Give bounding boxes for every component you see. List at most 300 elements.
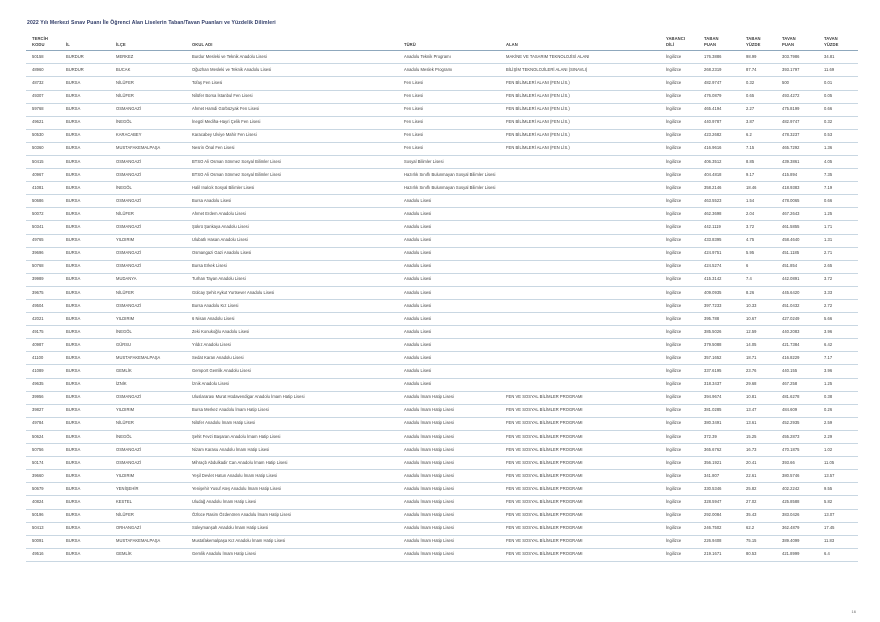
cell-il: BURSA — [64, 247, 114, 260]
cell-tur: Fen Lisesi — [402, 103, 504, 116]
cell-tur: Fen Lisesi — [402, 77, 504, 90]
cell-vp: 467.2643 — [780, 208, 822, 221]
cell-tp: 292.0084 — [702, 509, 744, 522]
table-row — [26, 300, 858, 313]
cell-tyz: 13.47 — [744, 404, 780, 417]
cell-kod: 50415 — [26, 155, 64, 168]
table-row — [26, 155, 858, 168]
cell-il: BURSA — [64, 470, 114, 483]
cell-tyz: 22.61 — [744, 470, 780, 483]
cell-dil: İngilizce — [664, 286, 702, 299]
table-row — [26, 195, 858, 208]
cell-okul: Nilüfer Borsa İstanbul Fen Lisesi — [190, 90, 402, 103]
cell-alan: FEN BİLİMLERİ ALANI (FEN LİS.) — [504, 129, 664, 142]
cell-il: BURSA — [64, 286, 114, 299]
cell-alan: FEN VE SOSYAL BİLİMLER PROGRAMI — [504, 509, 664, 522]
cell-tur: Anadolu Lisesi — [402, 208, 504, 221]
cell-kod: 49175 — [26, 326, 64, 339]
header-line-1: ALAN — [506, 41, 518, 47]
cell-tyz: 35.43 — [744, 509, 780, 522]
cell-tur: Anadolu Lisesi — [402, 221, 504, 234]
header-line-1: TAVAN — [782, 36, 796, 41]
cell-tyz: 80.53 — [744, 548, 780, 561]
cell-okul: Nizam Karasu Anadolu İmam Hatip Lisesi — [190, 444, 402, 457]
cell-tur: Anadolu Lisesi — [402, 260, 504, 273]
cell-tyz: 62.2 — [744, 522, 780, 535]
cell-alan: FEN VE SOSYAL BİLİMLER PROGRAMI — [504, 483, 664, 496]
cell-tp: 176.3886 — [702, 51, 744, 64]
cell-alan — [504, 313, 664, 326]
cell-ilce: GÜRSU — [114, 339, 190, 352]
cell-kod: 50624 — [26, 430, 64, 443]
cell-tp: 246.7502 — [702, 522, 744, 535]
cell-il: BURSA — [64, 313, 114, 326]
cell-vyz: 11.69 — [822, 64, 858, 77]
cell-ilce: NİLÜFER — [114, 417, 190, 430]
table-row — [26, 522, 858, 535]
cell-ilce: OSMANGAZİ — [114, 103, 190, 116]
cell-il: BURSA — [64, 365, 114, 378]
cell-alan: FEN VE SOSYAL BİLİMLER PROGRAMI — [504, 548, 664, 561]
table-row — [26, 77, 858, 90]
cell-vyz: 3.72 — [822, 273, 858, 286]
cell-il: BURSA — [64, 142, 114, 155]
header-line-1: YABANCI — [666, 36, 686, 41]
cell-tp: 433.8395 — [702, 234, 744, 247]
cell-tyz: 20.41 — [744, 457, 780, 470]
cell-tyz: 6 — [744, 260, 780, 273]
cell-vp: 442.0891 — [780, 273, 822, 286]
cell-kod: 39660 — [26, 470, 64, 483]
table-row — [26, 208, 858, 221]
cell-kod: 59768 — [26, 103, 64, 116]
cell-vp: 451.0432 — [780, 300, 822, 313]
cell-tyz: 98.99 — [744, 51, 780, 64]
cell-tp: 268.2319 — [702, 64, 744, 77]
cell-tur: Anadolu İmam Hatip Lisesi — [402, 417, 504, 430]
cell-vyz: 4.05 — [822, 155, 858, 168]
table-row — [26, 286, 858, 299]
cell-tp: 381.0285 — [702, 404, 744, 417]
cell-ilce: YILDIRIM — [114, 234, 190, 247]
cell-dil: İngilizce — [664, 417, 702, 430]
table-row — [26, 103, 858, 116]
cell-vyz: 13.07 — [822, 509, 858, 522]
cell-vyz: 7.19 — [822, 182, 858, 195]
cell-vp: 383.0426 — [780, 509, 822, 522]
cell-okul: Gülcay Şehit Aykut Yurtsever Anadolu Lisesi — [190, 286, 402, 299]
cell-tyz: 16.73 — [744, 444, 780, 457]
cell-okul: Turhan Tayan Anadolu Lisesi — [190, 273, 402, 286]
cell-kod: 39989 — [26, 273, 64, 286]
cell-tur: Anadolu İmam Hatip Lisesi — [402, 483, 504, 496]
cell-vp: 478.3237 — [780, 129, 822, 142]
cell-tur: Anadolu İmam Hatip Lisesi — [402, 548, 504, 561]
table-row — [26, 260, 858, 273]
cell-vyz: 34.81 — [822, 51, 858, 64]
cell-ilce: NİLÜFER — [114, 286, 190, 299]
cell-dil: İngilizce — [664, 234, 702, 247]
cell-vp: 439.3861 — [780, 155, 822, 168]
header-line-2: PUAN — [704, 41, 717, 47]
cell-alan: FEN VE SOSYAL BİLİMLER PROGRAMI — [504, 391, 664, 404]
cell-ilce: OSMANGAZİ — [114, 457, 190, 470]
cell-il: BURSA — [64, 535, 114, 548]
cell-kod: 50530 — [26, 129, 64, 142]
cell-vyz: 0.66 — [822, 195, 858, 208]
cell-vyz: 3.96 — [822, 365, 858, 378]
cell-ilce: YILDIRIM — [114, 313, 190, 326]
cell-vyz: 0.53 — [822, 129, 858, 142]
cell-okul: Ahmet Hamdi Gürbüzyak Fen Lisesi — [190, 103, 402, 116]
header-line-2: YÜZDE — [746, 41, 761, 47]
cell-il: BURSA — [64, 496, 114, 509]
column-header-taban-puan — [702, 36, 744, 51]
cell-vp: 461.5855 — [780, 221, 822, 234]
cell-ilce: NİLÜFER — [114, 77, 190, 90]
cell-tyz: 18.46 — [744, 182, 780, 195]
cell-tur: Anadolu İmam Hatip Lisesi — [402, 496, 504, 509]
cell-tur: Anadolu Lisesi — [402, 339, 504, 352]
cell-vyz: 2.59 — [822, 417, 858, 430]
cell-vyz: 9.55 — [822, 483, 858, 496]
cell-dil: İngilizce — [664, 142, 702, 155]
cell-tp: 365.6762 — [702, 444, 744, 457]
cell-tp: 226.9408 — [702, 535, 744, 548]
table-row — [26, 142, 858, 155]
cell-dil: İngilizce — [664, 548, 702, 561]
cell-dil: İngilizce — [664, 483, 702, 496]
cell-il: BURDUR — [64, 51, 114, 64]
cell-il: BURSA — [64, 378, 114, 391]
header-line-2: YÜZDE — [824, 41, 839, 47]
cell-okul: Nilüfer Anadolu İmam Hatip Lisesi — [190, 417, 402, 430]
cell-vp: 465.7292 — [780, 142, 822, 155]
cell-kod: 39696 — [26, 247, 64, 260]
cell-vyz: 3.33 — [822, 286, 858, 299]
cell-tp: 416.9616 — [702, 142, 744, 155]
cell-alan — [504, 378, 664, 391]
cell-kod: 49784 — [26, 417, 64, 430]
cell-tur: Anadolu İmam Hatip Lisesi — [402, 444, 504, 457]
cell-tur: Fen Lisesi — [402, 90, 504, 103]
cell-tur: Sosyal Bilimler Lisesi — [402, 155, 504, 168]
cell-alan: FEN VE SOSYAL BİLİMLER PROGRAMI — [504, 522, 664, 535]
cell-dil: İngilizce — [664, 273, 702, 286]
cell-kod: 48960 — [26, 64, 64, 77]
table-row — [26, 129, 858, 142]
cell-tp: 397.7233 — [702, 300, 744, 313]
cell-alan — [504, 365, 664, 378]
cell-tur: Anadolu İmam Hatip Lisesi — [402, 522, 504, 535]
column-header-ilce — [114, 36, 190, 51]
table-row — [26, 391, 858, 404]
cell-tur: Anadolu İmam Hatip Lisesi — [402, 535, 504, 548]
cell-ilce: OSMANGAZİ — [114, 391, 190, 404]
header-line-2: PUAN — [782, 41, 795, 47]
cell-tyz: 0.32 — [744, 77, 780, 90]
cell-vyz: 11.83 — [822, 535, 858, 548]
cell-il: BURSA — [64, 430, 114, 443]
header-line-1: TABAN — [704, 36, 719, 41]
cell-tyz: 1.54 — [744, 195, 780, 208]
cell-il: BURSA — [64, 260, 114, 273]
cell-tyz: 10.33 — [744, 300, 780, 313]
cell-ilce: YENİŞEHİR — [114, 483, 190, 496]
column-header-taban-yuzde — [744, 36, 780, 51]
cell-vp: 458.4640 — [780, 234, 822, 247]
cell-alan — [504, 247, 664, 260]
cell-tur: Anadolu Lisesi — [402, 313, 504, 326]
cell-vyz: 5.82 — [822, 496, 858, 509]
table-body — [26, 51, 858, 562]
cell-tp: 404.4818 — [702, 169, 744, 182]
cell-kod: 41081 — [26, 182, 64, 195]
cell-tp: 385.5026 — [702, 326, 744, 339]
cell-ilce: OSMANGAZİ — [114, 169, 190, 182]
cell-kod: 50341 — [26, 221, 64, 234]
cell-vp: 402.2242 — [780, 483, 822, 496]
cell-tur: Anadolu İmam Hatip Lisesi — [402, 509, 504, 522]
cell-kod: 50196 — [26, 509, 64, 522]
cell-ilce: OSMANGAZİ — [114, 195, 190, 208]
cell-alan — [504, 221, 664, 234]
cell-alan — [504, 273, 664, 286]
cell-tp: 219.1671 — [702, 548, 744, 561]
cell-ilce: KESTEL — [114, 496, 190, 509]
cell-kod: 50686 — [26, 195, 64, 208]
cell-dil: İngilizce — [664, 103, 702, 116]
cell-tyz: 7.15 — [744, 142, 780, 155]
cell-alan — [504, 155, 664, 168]
cell-alan: FEN VE SOSYAL BİLİMLER PROGRAMI — [504, 417, 664, 430]
cell-ilce: OSMANGAZİ — [114, 444, 190, 457]
cell-tyz: 2.04 — [744, 208, 780, 221]
cell-kod: 40987 — [26, 339, 64, 352]
cell-tur: Hazırlık Sınıflı Bulunmayan Sosyal Bilimler Lisesi — [402, 182, 504, 195]
cell-dil: İngilizce — [664, 404, 702, 417]
cell-tur: Anadolu İmam Hatip Lisesi — [402, 457, 504, 470]
cell-vp: 445.6420 — [780, 286, 822, 299]
cell-okul: Osmangazi Gazi Anadolu Lisesi — [190, 247, 402, 260]
cell-tyz: 14.05 — [744, 339, 780, 352]
cell-vp: 389.4099 — [780, 535, 822, 548]
cell-tp: 328.5947 — [702, 496, 744, 509]
cell-okul: Zeki Konukoğlu Anadolu Lisesi — [190, 326, 402, 339]
cell-vp: 425.8588 — [780, 496, 822, 509]
cell-ilce: YILDIRIM — [114, 404, 190, 417]
cell-vp: 440.155 — [780, 365, 822, 378]
column-header-tavan-puan — [780, 36, 822, 51]
header-line-1: OKUL ADI — [192, 41, 213, 47]
cell-kod: 40824 — [26, 496, 64, 509]
cell-ilce: MUSTAFAKEMALPAŞA — [114, 535, 190, 548]
cell-vp: 455.2873 — [780, 430, 822, 443]
cell-tp: 409.0935 — [702, 286, 744, 299]
cell-tur: Fen Lisesi — [402, 116, 504, 129]
cell-tp: 372.39 — [702, 430, 744, 443]
cell-alan: FEN BİLİMLERİ ALANI (FEN LİS.) — [504, 142, 664, 155]
table-row — [26, 90, 858, 103]
cell-il: BURSA — [64, 300, 114, 313]
cell-alan — [504, 169, 664, 182]
cell-ilce: ORHANGAZİ — [114, 522, 190, 535]
cell-vp: 467.258 — [780, 378, 822, 391]
cell-dil: İngilizce — [664, 496, 702, 509]
cell-kod: 41100 — [26, 352, 64, 365]
cell-dil: İngilizce — [664, 77, 702, 90]
cell-tyz: 3.72 — [744, 221, 780, 234]
cell-vp: 493.4272 — [780, 90, 822, 103]
table-row — [26, 247, 858, 260]
table-row — [26, 444, 858, 457]
cell-tyz: 25.82 — [744, 483, 780, 496]
cell-alan — [504, 352, 664, 365]
cell-kod: 50174 — [26, 457, 64, 470]
cell-vyz: 1.02 — [822, 444, 858, 457]
cell-tyz: 3.87 — [744, 116, 780, 129]
cell-vyz: 2.72 — [822, 300, 858, 313]
cell-okul: Yenişehir Yusuf Ateş Anadolu İmam Hatip Lisesi — [190, 483, 402, 496]
cell-vp: 303.7986 — [780, 51, 822, 64]
table-row — [26, 430, 858, 443]
cell-vyz: 11.05 — [822, 457, 858, 470]
cell-tyz: 5.95 — [744, 247, 780, 260]
cell-vyz: 0.01 — [822, 77, 858, 90]
cell-kod: 50360 — [26, 142, 64, 155]
cell-ilce: MUSTAFAKEMALPAŞA — [114, 352, 190, 365]
cell-vyz: 3.96 — [822, 326, 858, 339]
cell-okul: BTSO Ali Osman Sönmez Sosyal Bilimler Lisesi — [190, 169, 402, 182]
cell-vp: 452.2935 — [780, 417, 822, 430]
table-row — [26, 404, 858, 417]
cell-vyz: 13.57 — [822, 470, 858, 483]
cell-okul: 6 Nisan Anadolu Lisesi — [190, 313, 402, 326]
cell-tp: 341.807 — [702, 470, 744, 483]
table-row — [26, 51, 858, 64]
cell-vyz: 1.25 — [822, 208, 858, 221]
cell-il: BURSA — [64, 169, 114, 182]
cell-okul: Şehit Fevzi Başaran Anadolu İmam Hatip Lisesi — [190, 430, 402, 443]
cell-dil: İngilizce — [664, 444, 702, 457]
cell-okul: Nesrin Önal Fen Lisesi — [190, 142, 402, 155]
cell-vyz: 7.35 — [822, 169, 858, 182]
cell-vyz: 5.66 — [822, 313, 858, 326]
table-row — [26, 116, 858, 129]
cell-tp: 379.5088 — [702, 339, 744, 352]
cell-il: BURSA — [64, 234, 114, 247]
cell-kod: 50679 — [26, 483, 64, 496]
cell-vyz: 6.42 — [822, 339, 858, 352]
cell-okul: Özlüce Rasim Özdenören Anadolu İmam Hatip Lisesi — [190, 509, 402, 522]
cell-okul: Karacabey Ulviye Mahir Fen Lisesi — [190, 129, 402, 142]
cell-kod: 49307 — [26, 90, 64, 103]
cell-tur: Anadolu Teknik Programı — [402, 51, 504, 64]
cell-tp: 380.3491 — [702, 417, 744, 430]
cell-tp: 465.4194 — [702, 103, 744, 116]
cell-tyz: 9.17 — [744, 169, 780, 182]
cell-vp: 451.854 — [780, 260, 822, 273]
cell-kod: 49504 — [26, 300, 64, 313]
table-row — [26, 169, 858, 182]
cell-dil: İngilizce — [664, 535, 702, 548]
cell-tp: 356.1921 — [702, 457, 744, 470]
cell-vp: 475.8199 — [780, 103, 822, 116]
cell-ilce: NİLÜFER — [114, 208, 190, 221]
cell-tyz: 8.26 — [744, 286, 780, 299]
cell-alan — [504, 182, 664, 195]
cell-dil: İngilizce — [664, 155, 702, 168]
cell-alan — [504, 234, 664, 247]
cell-tur: Anadolu Lisesi — [402, 326, 504, 339]
table-row — [26, 365, 858, 378]
cell-vyz: 2.65 — [822, 260, 858, 273]
cell-ilce: İZNİK — [114, 378, 190, 391]
cell-tyz: 29.68 — [744, 378, 780, 391]
cell-dil: İngilizce — [664, 509, 702, 522]
cell-dil: İngilizce — [664, 169, 702, 182]
cell-tyz: 87.74 — [744, 64, 780, 77]
header-line-1: TAVAN — [824, 36, 838, 41]
cell-alan — [504, 339, 664, 352]
table-row — [26, 457, 858, 470]
cell-okul: Bursa Erkek Lisesi — [190, 260, 402, 273]
cell-il: BURSA — [64, 195, 114, 208]
cell-tur: Anadolu İmam Hatip Lisesi — [402, 430, 504, 443]
cell-tp: 476.0879 — [702, 90, 744, 103]
cell-dil: İngilizce — [664, 208, 702, 221]
cell-tyz: 10.67 — [744, 313, 780, 326]
page-number: 16 — [851, 609, 856, 614]
cell-alan — [504, 286, 664, 299]
cell-tur: Anadolu Lisesi — [402, 286, 504, 299]
cell-tp: 482.9747 — [702, 77, 744, 90]
cell-okul: Sedat Karan Anadolu Lisesi — [190, 352, 402, 365]
cell-dil: İngilizce — [664, 430, 702, 443]
cell-il: BURSA — [64, 404, 114, 417]
table-row — [26, 313, 858, 326]
table-row — [26, 221, 858, 234]
cell-il: BURSA — [64, 116, 114, 129]
cell-vyz: 0.26 — [822, 404, 858, 417]
cell-alan: FEN BİLİMLERİ ALANI (FEN LİS.) — [504, 116, 664, 129]
cell-dil: İngilizce — [664, 129, 702, 142]
table-row — [26, 339, 858, 352]
cell-kod: 49516 — [26, 548, 64, 561]
cell-tur: Anadolu Lisesi — [402, 247, 504, 260]
cell-il: BURSA — [64, 522, 114, 535]
cell-tyz: 8.85 — [744, 155, 780, 168]
cell-okul: Mustafakemalpaşa Kız Anadolu İmam Hatip Lisesi — [190, 535, 402, 548]
cell-alan: FEN VE SOSYAL BİLİMLER PROGRAMI — [504, 496, 664, 509]
cell-tyz: 4.75 — [744, 234, 780, 247]
scores-table — [26, 36, 858, 562]
table-row — [26, 535, 858, 548]
cell-vp: 440.2083 — [780, 326, 822, 339]
cell-alan: FEN VE SOSYAL BİLİMLER PROGRAMI — [504, 470, 664, 483]
cell-ilce: KARACABEY — [114, 129, 190, 142]
cell-dil: İngilizce — [664, 365, 702, 378]
cell-tp: 423.2682 — [702, 129, 744, 142]
cell-alan: MAKİNE VE TASARIM TEKNOLOJİSİ ALANI — [504, 51, 664, 64]
cell-tyz: 0.65 — [744, 90, 780, 103]
cell-il: BURDUR — [64, 64, 114, 77]
cell-okul: Bursa Merkez Anadolu İmam Hatip Lisesi — [190, 404, 402, 417]
column-header-yabanci-dili — [664, 36, 702, 51]
cell-ilce: İNEGÖL — [114, 116, 190, 129]
header-line-1: İL — [66, 41, 70, 47]
cell-tur: Anadolu İmam Hatip Lisesi — [402, 470, 504, 483]
